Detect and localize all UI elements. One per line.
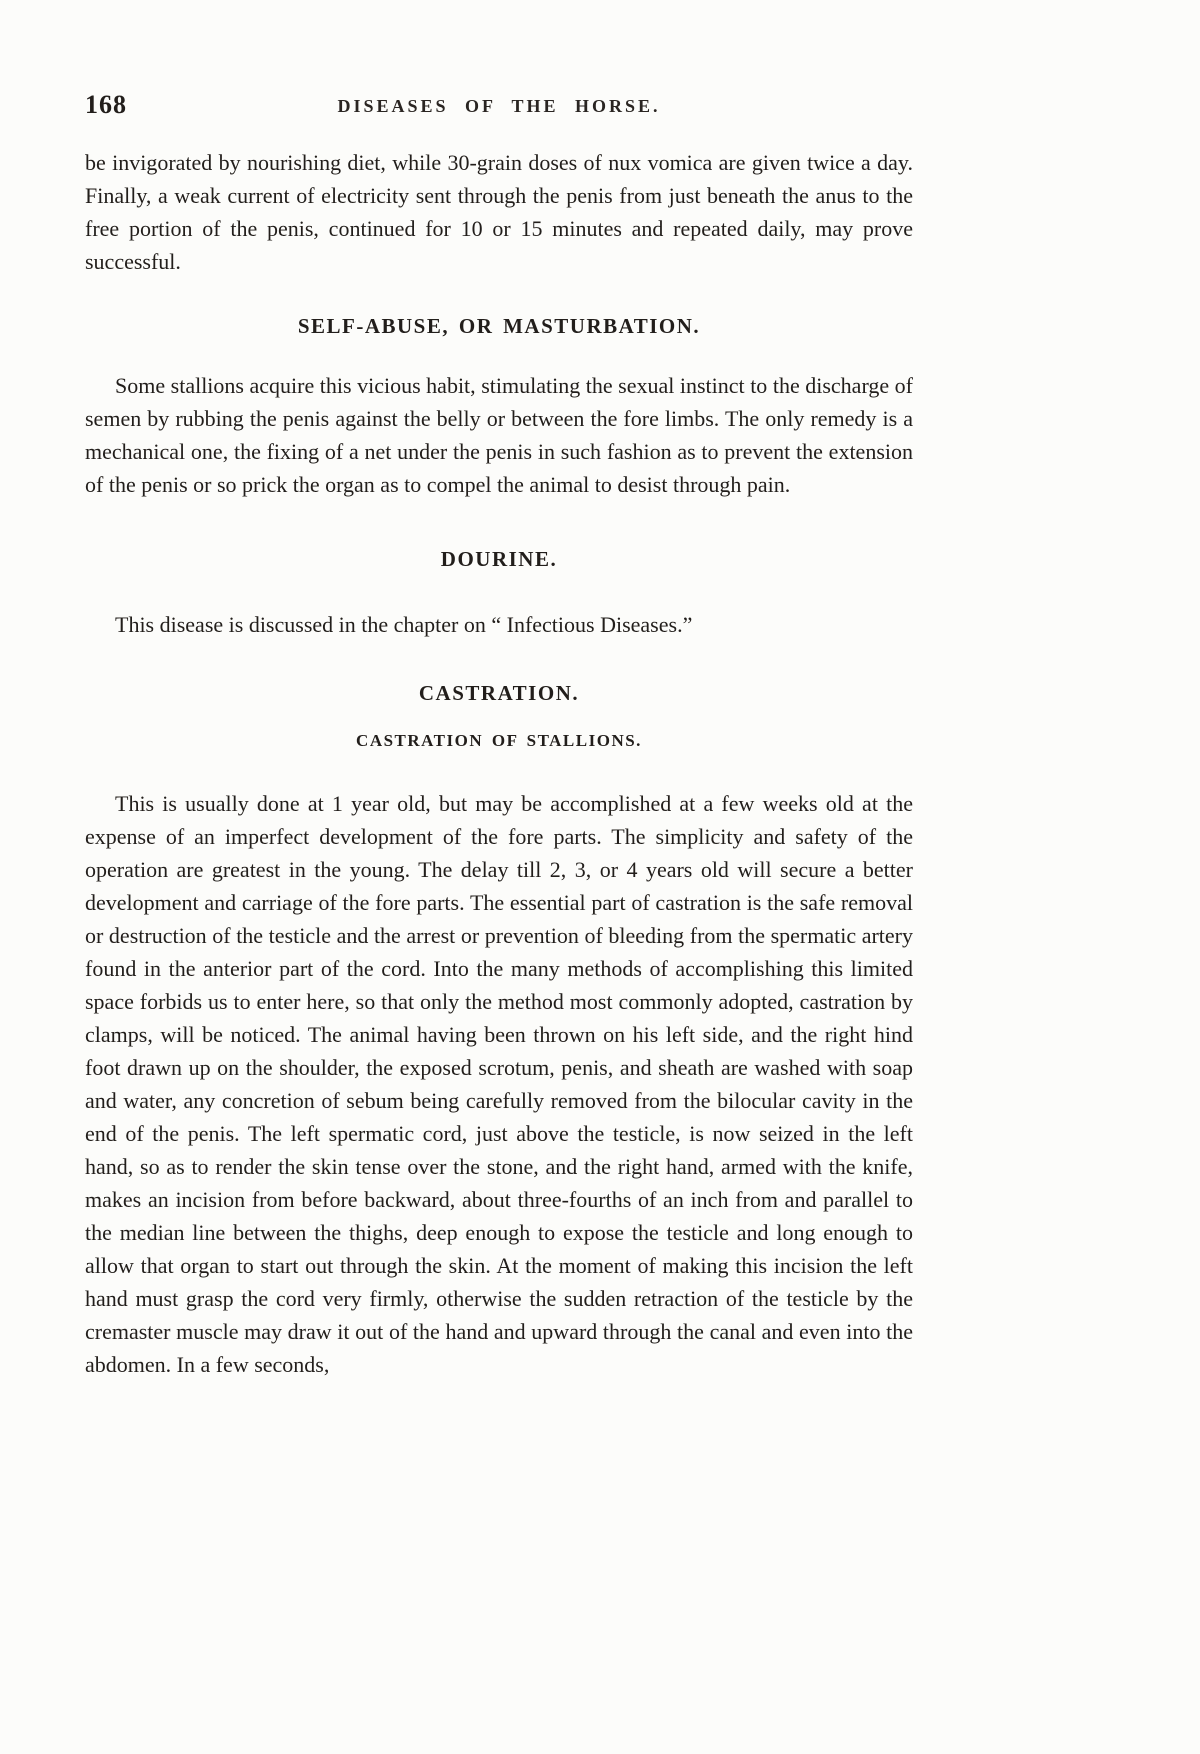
page-number: 168 [85,90,127,119]
running-head: DISEASES OF THE HORSE. [337,96,661,116]
paragraph-self-abuse: Some stallions acquire this vicious habit, stimulating the sexual instinct to the discharge of semen by rubbing the penis against the belly or between the fore limbs. The only remedy is a mechanical one, the fixing of a net under the penis in such fashion as to prevent the extension of the penis or so prick the organ as to compel the animal to desist through pain. [85,373,913,497]
paragraph-castration: This is usually done at 1 year old, but may be accomplished at a few weeks old at the expense of an imperfect development of the fore parts. The simplicity and safety of the operation are greatest in the young. The delay till 2, 3, or 4 years old will secure a better development and carriage of the fore parts. The essential part of castration is the safe removal or destruction of the testicle and the arrest or prevention of bleeding from the spermatic artery found in the anterior part of the cord. Into the many methods of accomplishing this limited space forbids us to enter here, so that only the method most commonly adopted, castration by clamps, will be noticed. The animal having been thrown on his left side, and the right hind foot drawn up on the shoulder, the exposed scrotum, penis, and sheath are washed with soap and water, any concretion of sebum being carefully removed from the bilocular cavity in the end of the penis. The left spermatic cord, just above the testicle, is now seized in the left hand, so as to render the skin tense over the stone, and the right hand, armed with the knife, makes an incision from before backward, about three-fourths of an inch from and parallel to the median line between the thighs, deep enough to expose the testicle and long enough to allow that organ to start out through the skin. At the moment of making this incision the left hand must grasp the cord very firmly, otherwise the sudden retraction of the testicle by the cremaster muscle may draw it out of the hand and upward through the canal and even into the abdomen. In a few seconds, [85,791,913,1377]
book-page [85,88,913,1381]
subheading-castration-of-stallions: CASTRATION OF STALLIONS. [356,731,642,750]
heading-dourine: DOURINE. [440,547,558,571]
heading-castration: CASTRATION. [418,681,580,705]
paragraph-continuation: be invigorated by nourishing diet, while 30-grain doses of nux vomica are given twice a day. Finally, a weak current of electricity sent through the penis from just beneath the anus to the free portion of the penis, continued for 10 or 15 minutes and repeated daily, may prove successful. [85,150,913,274]
paragraph-dourine: This disease is discussed in the chapter on “ Infectious Diseases.” [115,612,693,637]
page-body [85,146,913,1381]
page-header [85,88,913,128]
heading-self-abuse: SELF-ABUSE, OR MASTURBATION. [297,314,701,338]
